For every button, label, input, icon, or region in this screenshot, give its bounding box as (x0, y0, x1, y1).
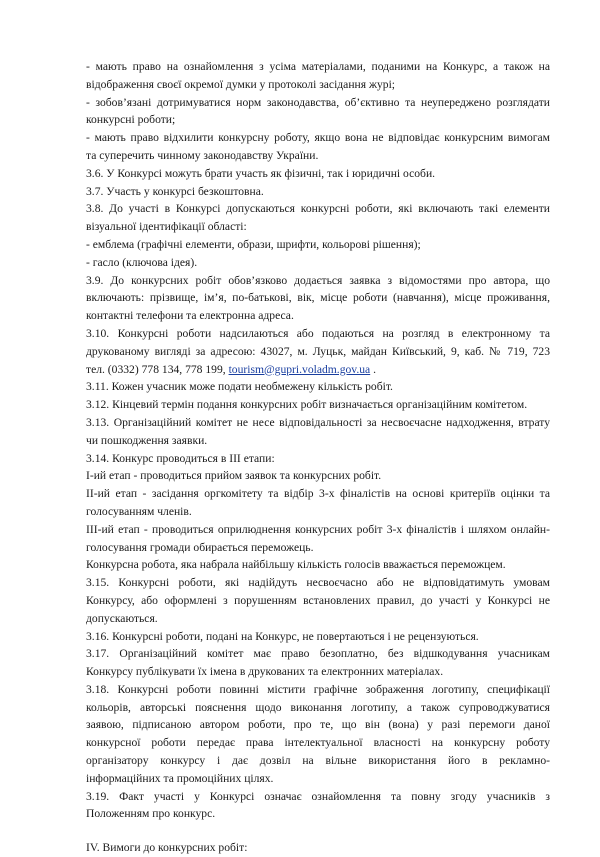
text-line (86, 343, 550, 361)
text-line (86, 414, 550, 432)
line-text: контактні телефони та електронна адреса. (86, 309, 294, 323)
line-text: Конкурсу публікувати їх імена в друкованих та електронних матеріалах. (86, 665, 444, 679)
line-text: ІІ-ий етап - засідання оргкомітету та відбір 3-х фіналістів на основі критеріїв оцінки та (86, 487, 550, 501)
text-line (86, 129, 550, 147)
text-line (86, 361, 550, 379)
line-text: 3.15. Конкурсні роботи, які надійдуть несвоєчасно або не відповідатимуть умовам (86, 576, 550, 590)
line-text: 3.11. Кожен учасник може подати необмежену кількість робіт. (86, 380, 393, 394)
line-text: чи пошкодження заявки. (86, 433, 208, 447)
text-line (86, 76, 550, 94)
text-line (86, 218, 550, 236)
line-text: 3.12. Кінцевий термін подання конкурсних робіт визначається організаційним комітетом. (86, 398, 528, 412)
line-text: допускаються. (86, 611, 158, 625)
line-text: 3.14. Конкурс проводиться в ІІІ етапи: (86, 451, 275, 465)
text-line (86, 147, 550, 165)
line-text: тел. (0332) 778 134, 778 199, (86, 362, 229, 376)
line-text: інформаційних та промоційних цілях. (86, 771, 274, 785)
line-text: 3.7. Участь у конкурсі безкоштовна. (86, 184, 264, 198)
line-text: 3.17. Організаційний комітет має право безоплатно, без відшкодування учасникам (86, 647, 550, 661)
text-line (86, 378, 550, 396)
line-text: Конкурсна робота, яка набрала найбільшу кількість голосів вважається переможцем. (86, 558, 506, 572)
text-line (86, 272, 550, 290)
line-text: 3.16. Конкурсні роботи, подані на Конкурс, не повертаються і не рецензуються. (86, 629, 479, 643)
text-line (86, 574, 550, 592)
text-line (86, 254, 550, 272)
text-line (86, 716, 550, 734)
line-text: ІІІ-ий етап - проводиться оприлюднення конкурсних робіт 3-х фіналістів і шляхом онлайн- (86, 522, 550, 536)
line-text: відображення своєї окремої думки у протоколі засідання журі; (86, 77, 396, 91)
email-link[interactable]: tourism@gupri.voladm.gov.ua (228, 362, 371, 376)
document-body (86, 58, 550, 857)
text-line (86, 592, 550, 610)
text-line (86, 236, 550, 254)
line-text: 3.6. У Конкурсі можуть брати участь як фізичні, так і юридичні особи. (86, 166, 436, 180)
text-line (86, 645, 550, 663)
text-line (86, 111, 550, 129)
line-text: - мають право на ознайомлення з усіма матеріалами, поданими на Конкурс, а також на (86, 60, 550, 73)
text-line (86, 503, 550, 521)
text-line (86, 183, 550, 201)
text-line (86, 539, 550, 557)
line-text: 3.19. Факт участі у Конкурсі означає ознайомлення та повну згоду учасників з (86, 789, 550, 803)
text-line (86, 805, 550, 823)
text-line (86, 165, 550, 183)
text-line (86, 699, 550, 717)
line-text: та суперечить чинному законодавству України. (86, 148, 319, 162)
text-line (86, 432, 550, 450)
text-line (86, 556, 550, 574)
line-text: кольорів, авторські пояснення щодо виконання логотипу, а також супроводжуватися (86, 700, 550, 714)
text-line (86, 770, 550, 788)
line-text: голосуванням членів. (86, 504, 192, 518)
line-text: Конкурсу, або оформлені з порушенням встановлених правил, до участі у Конкурсі не (86, 593, 550, 607)
text-line (86, 467, 550, 485)
line-text: 3.8. До участі в Конкурсі допускаються конкурсні роботи, які включають такі елементи (86, 202, 550, 216)
text-line (86, 752, 550, 770)
text-line (86, 839, 550, 857)
text-line (86, 663, 550, 681)
line-text: І-ий етап - проводиться прийом заявок та конкурсних робіт. (86, 469, 382, 483)
line-text: голосування громади обирається переможець. (86, 540, 314, 554)
line-text: - зобов’язані дотримуватися норм законодавства, об’єктивно та неупереджено розглядати (86, 95, 550, 109)
line-text: - мають право відхилити конкурсну роботу, якщо вона не відповідає конкурсним вимогам (86, 131, 550, 145)
text-line (86, 396, 550, 414)
text-line (86, 485, 550, 503)
text-line (86, 734, 550, 752)
line-text: конкурсні роботи; (86, 113, 176, 127)
line-text: 3.9. До конкурсних робіт обов’язково додається заявка з відомостями про автора, що (86, 273, 550, 287)
line-text: друкованому вигляді за адресою: 43027, м. Луцьк, майдан Київський, 9, каб. № 719, 723 (86, 344, 550, 358)
text-line (86, 289, 550, 307)
line-text: заявою, підписаною автором роботи, про те, що він (вона) у разі перемоги даної (86, 718, 550, 732)
line-text: 3.13. Організаційний комітет не несе відповідальності за несвоєчасне надходження, втрату (86, 415, 550, 429)
text-line (86, 628, 550, 646)
line-text: - гасло (ключова ідея). (86, 255, 198, 269)
line-text: конкурсної роботи передає права інтелектуальної власності на конкурсну роботу (86, 736, 550, 750)
line-text: візуальної ідентифікації області: (86, 220, 247, 234)
line-text: IV. Вимоги до конкурсних робіт: (86, 841, 248, 855)
text-line (86, 788, 550, 806)
text-line (86, 307, 550, 325)
text-line (86, 94, 550, 112)
text-line (86, 325, 550, 343)
text-line (86, 681, 550, 699)
text-line (86, 521, 550, 539)
blank-line (86, 823, 550, 839)
line-text: Положенням про конкурс. (86, 807, 216, 821)
text-line (86, 610, 550, 628)
line-text: 3.18. Конкурсні роботи повинні містити графічне зображення логотипу, специфікації (86, 682, 550, 696)
line-text: включають: прізвище, ім’я, по-батькові, вік, місце роботи (навчання), місце проживання, (86, 291, 550, 305)
line-text: 3.10. Конкурсні роботи надсилаються або подаються на розгляд в електронному та (86, 326, 550, 340)
text-line (86, 200, 550, 218)
line-text: організатору конкурсу і дає дозвіл на вільне використання його в рекламно- (86, 754, 550, 768)
line-text-after: . (370, 362, 376, 376)
text-line (86, 58, 550, 76)
line-text: - емблема (графічні елементи, образи, шрифти, кольорові рішення); (86, 237, 421, 251)
text-line (86, 450, 550, 468)
